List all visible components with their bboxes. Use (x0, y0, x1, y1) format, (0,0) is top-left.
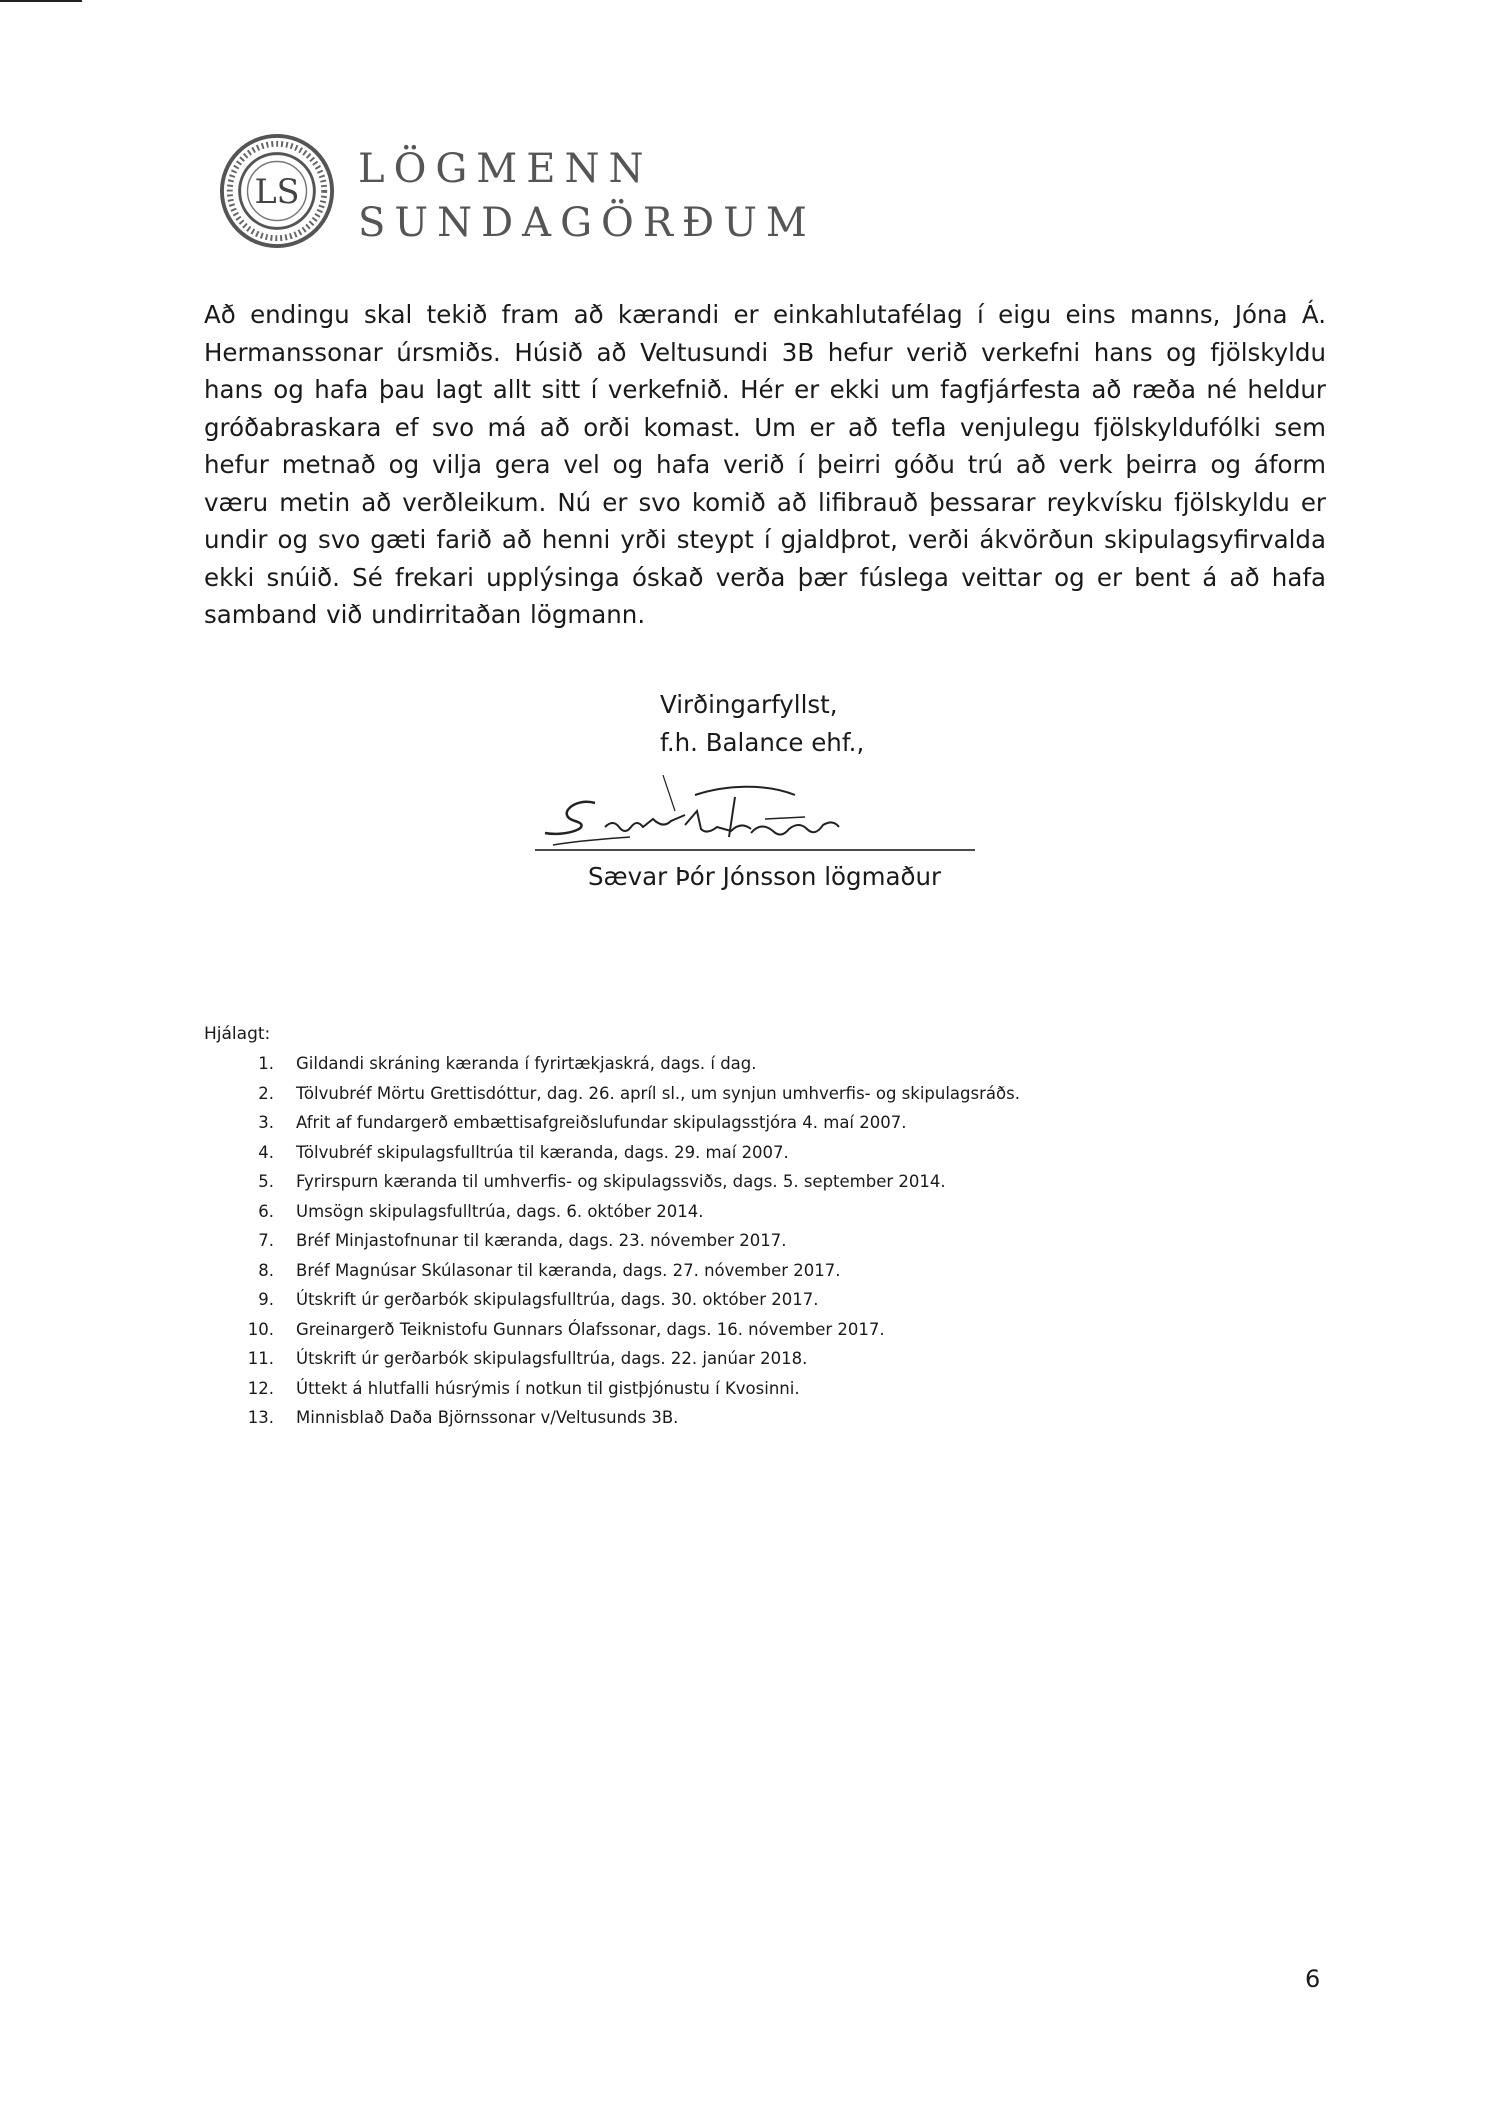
attachment-text: Greinargerð Teiknistofu Gunnars Ólafssonar, dags. 16. nóvember 2017. (296, 1319, 885, 1339)
attachment-item (238, 1374, 1020, 1404)
attachment-number: 2. (258, 1083, 274, 1103)
attachment-text: Útskrift úr gerðarbók skipulagsfulltrúa, dags. 22. janúar 2018. (296, 1349, 808, 1368)
attachment-item (238, 1285, 1020, 1315)
top-rule (0, 0, 82, 2)
signer-name: Sævar Þór Jónsson lögmaður (588, 862, 942, 891)
closing-greeting: Virðingarfyllst, (660, 690, 838, 719)
attachment-number: 1. (258, 1054, 274, 1073)
attachment-item (238, 1108, 1020, 1138)
letterhead-text (358, 142, 816, 250)
attachment-item (238, 1315, 1020, 1345)
attachment-text: Afrit af fundargerð embættisafgreiðslufundar skipulagsstjóra 4. maí 2007. (296, 1113, 907, 1132)
attachment-item (238, 1256, 1020, 1286)
attachment-item (238, 1079, 1020, 1109)
body-paragraph: Að endingu skal tekið fram að kærandi er einkahlutafélag í eigu eins manns, Jóna Á. Hermanssonar úrsmiðs. Húsið að Veltusundi 3B hefur verið verkefni hans og fjölskyldu hans og hafa þau lagt allt sitt í verkefnið. Hér er ekki um fagfjárfesta að ræða né heldur gróðabraskara ef svo má að orði komast. Um er að tefla venjulegu fjölskyldufólki sem hefur metnað og vilja gera vel og hafa verið í þeirri góðu trú að verk þeirra og áform væru metin að verðleikum. Nú er svo komið að lifibrauð þessarar reykvísku fjölskyldu er undir og svo gæti farið að henni yrði steypt í gjaldþrot, verði ákvörðun skipulagsyfirvalda ekki snúið. Sé frekari upplýsinga óskað verða þær fúslega veittar og er bent á að hafa samband við undirritaðan lögmann. (204, 300, 1326, 629)
attachment-text: Útskrift úr gerðarbók skipulagsfulltrúa, dags. 30. október 2017. (296, 1290, 819, 1309)
letterhead-line-1: LÖGMENN (358, 146, 653, 192)
attachment-number: 8. (258, 1260, 274, 1280)
attachment-number: 12. (247, 1378, 274, 1398)
attachment-text: Tölvubréf skipulagsfulltrúa til kæranda, dags. 29. maí 2007. (296, 1142, 789, 1162)
attachment-number: 5. (258, 1172, 274, 1191)
attachment-number: 13. (247, 1408, 274, 1427)
closing-block (660, 686, 864, 762)
attachment-text: Úttekt á hlutfalli húsrýmis í notkun til gistþjónustu í Kvosinni. (296, 1378, 800, 1398)
attachment-item (238, 1403, 1020, 1433)
page-number: 6 (1305, 1965, 1321, 1993)
attachment-text: Gildandi skráning kæranda í fyrirtækjaskrá, dags. í dag. (296, 1054, 757, 1073)
attachment-text: Umsögn skipulagsfulltrúa, dags. 6. október 2014. (296, 1201, 704, 1221)
attachment-number: 7. (258, 1231, 274, 1250)
attachment-item (238, 1167, 1020, 1197)
attachment-item (238, 1226, 1020, 1256)
attachment-number: 10. (247, 1319, 274, 1339)
seal-monogram: LS (254, 171, 300, 211)
letterhead-line-2: SUNDAGÖRÐUM (358, 200, 816, 246)
attachment-number: 3. (258, 1113, 274, 1132)
attachment-text: Tölvubréf Mörtu Grettisdóttur, dag. 26. apríl sl., um synjun umhverfis- og skipulagsráðs. (296, 1083, 1020, 1103)
attachment-item (238, 1138, 1020, 1168)
attachment-number: 11. (247, 1349, 274, 1368)
attachment-item (238, 1049, 1020, 1079)
attachment-item (238, 1197, 1020, 1227)
attachment-text: Bréf Magnúsar Skúlasonar til kæranda, dags. 27. nóvember 2017. (296, 1260, 841, 1280)
law-firm-seal-icon (218, 132, 336, 250)
attachment-number: 4. (258, 1142, 274, 1162)
attachment-text: Minnisblað Daða Björnssonar v/Veltusunds 3B. (296, 1408, 679, 1427)
attachments-label: Hjálagt: (204, 1024, 271, 1044)
letterhead-logo (218, 132, 816, 272)
attachments-list (238, 1049, 1020, 1433)
attachment-number: 9. (258, 1290, 274, 1309)
attachment-text: Fyrirspurn kæranda til umhverfis- og skipulagssviðs, dags. 5. september 2014. (296, 1172, 946, 1191)
closing-behalf: f.h. Balance ehf., (660, 728, 865, 757)
handwritten-signature (535, 775, 995, 870)
attachment-number: 6. (258, 1201, 274, 1221)
attachment-item (238, 1344, 1020, 1374)
attachment-text: Bréf Minjastofnunar til kæranda, dags. 23. nóvember 2017. (296, 1231, 787, 1250)
